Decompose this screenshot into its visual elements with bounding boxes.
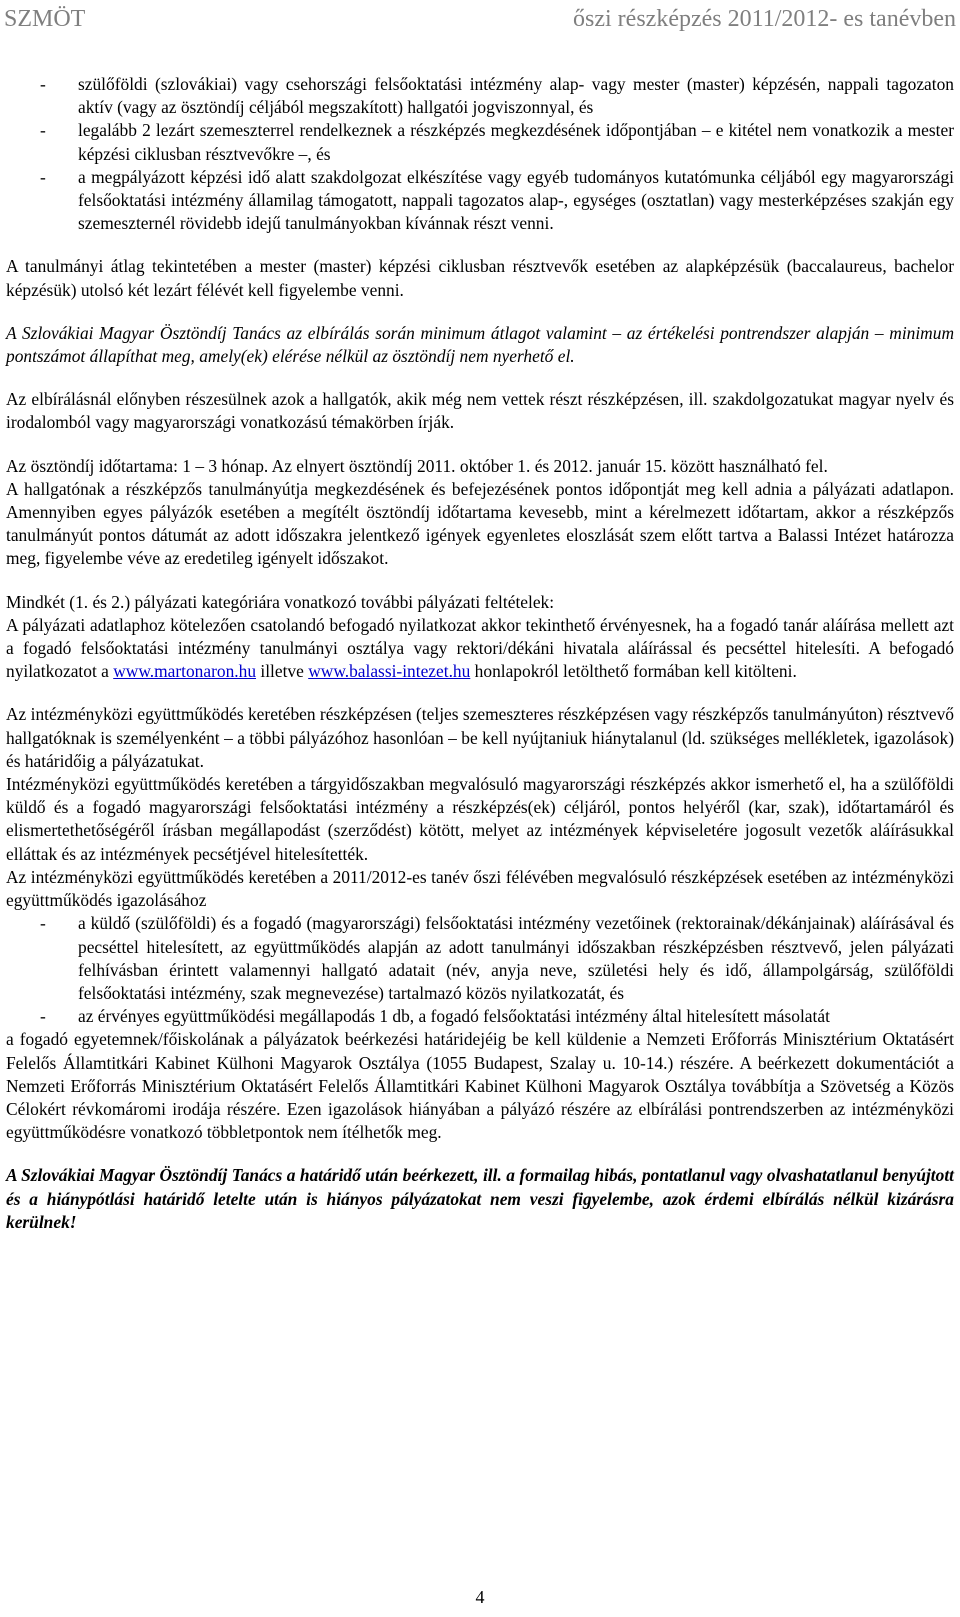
header-title: őszi részképzés 2011/2012- es tanévben	[573, 6, 956, 32]
paragraph-both-categories-title: Mindkét (1. és 2.) pályázati kategóriára vonatkozó további pályázati feltételek:	[6, 591, 555, 612]
paragraph-duration: Az ösztöndíj időtartama: 1 – 3 hónap. Az elnyert ösztöndíj 2011. október 1. és 2012. január 15. között használható fel.	[6, 455, 828, 476]
paragraph-host-statement	[6, 614, 954, 684]
martonaron-link[interactable]: www.martonaron.hu	[113, 661, 257, 682]
bullet-dash: -	[40, 74, 46, 94]
list-item	[6, 73, 954, 119]
paragraph-interinstitutional-4: a fogadó egyetemnek/főiskolának a pályázatok beérkezési határidejéig be kell küldenie a Nemzeti Erőforrás Minisztérium Oktatásért Felelős Államtitkári Kabinet Külhoni Magyarok Osztálya (1055 Budapest, Szalay u. 10-14.) részére. A beérkezett dokumentációt a Nemzeti Erőforrás Minisztérium Oktatásért Felelős Államtitkári Kabinet Külhoni Magyarok Osztálya továbbítja a Szövetség a Közös Célokért révkomáromi irodája részére. Ezen igazolások hiányában a pályázó részére az elbírálási pontrendszerben az intézményközi együttműködésre vonatkozó többletpontok nem ítélhetők meg.	[6, 1029, 954, 1143]
list-item	[6, 119, 954, 165]
eligibility-list	[6, 73, 954, 235]
header-org: SZMÖT	[4, 6, 86, 32]
bullet-dash: -	[40, 166, 46, 187]
list-item-text: szülőföldi (szlovákiai) vagy csehországi felsőoktatási intézmény alap- vagy mester (master) képzésén, nappali tagozaton aktív (vagy az ösztöndíj céljából megszakított) hallgatói jogviszonnyal, és	[78, 74, 954, 118]
bullet-dash: -	[40, 1006, 46, 1027]
list-item	[6, 166, 954, 236]
page-header	[0, 0, 960, 38]
paragraph-interinstitutional-3: Az intézményközi együttműködés keretében a 2011/2012-es tanév őszi félévében megvalósuló részképzések esetében az intézményközi együttműködés igazolásához	[6, 866, 954, 911]
bullet-dash: -	[40, 913, 46, 934]
paragraph-final-warning: A Szlovákiai Magyar Ösztöndíj Tanács a határidő után beérkezett, ill. a formailag hibás, pontatlanul vagy olvashatatlanul benyújtott és a hiánypótlási határidő letelte után is hiányos pályázatokat nem veszi figyelembe, azok érdemi elbírálás nélkül kizárásra kerülnek!	[6, 1165, 954, 1232]
page-number: 4	[475, 1587, 485, 1607]
paragraph-council: A Szlovákiai Magyar Ösztöndíj Tanács az elbírálás során minimum átlagot valamint – az értékelési pontrendszer alapján – minimum pontszámot állapíthat meg, amely(ek) elérése nélkül az ösztöndíj nem nyerhető el.	[6, 322, 954, 367]
paragraph-interinstitutional-2: Intézményközi együttműködés keretében a tárgyidőszakban megvalósuló magyarországi részképzés akkor ismerhető el, ha a szülőföldi küldő és a fogadó magyarországi felsőoktatási intézmény a részképzés(ek) céljáról, pontos helyéről (kar, szak), időtartamáról és elismertethetőségéről írásban megállapodást (szerződést) kötött, melyet az intézmények képviseletére jogosult vezetők aláírásukkal elláttak és az intézmények pecsétjével hitelesítették.	[6, 774, 954, 864]
document-body	[6, 73, 954, 1234]
list-item-text: legalább 2 lezárt szemeszterrel rendelkeznek a részképzés megkezdésének időpontjában – e kitétel nem vonatkozik a mester képzési ciklusban résztvevőkre –, és	[78, 120, 954, 164]
host-text-3: honlapokról letölthető formában kell kitölteni.	[474, 661, 797, 682]
paragraph-average: A tanulmányi átlag tekintetében a mester (master) képzési ciklusban résztvevők esetében az alapképzésük (baccalaureus, bachelor képzésük) utolsó két lezárt félévét kell figyelembe venni.	[6, 256, 954, 300]
list-item-text: a küldő (szülőföldi) és a fogadó (magyarországi) felsőoktatási intézmény vezetőinek (rektorainak/dékánjainak) aláírásával és pecséttel hitelesített, az együttműködés alapján az adott tanulmányi időszakban részképzésben résztvevő, jelen pályázati felhívásban érintett valamennyi hallgató adatait (név, anyja neve, születési hely és idő, állampolgárság, szülőföldi felsőoktatási intézmény, szak megnevezése) tartalmazó közös nyilatkozatát, és	[78, 913, 954, 1003]
balassi-link[interactable]: www.balassi-intezet.hu	[308, 661, 471, 682]
list-item	[6, 1005, 954, 1028]
paragraph-dates: A hallgatónak a részképzős tanulmányútja megkezdésének és befejezésének pontos időpontját meg kell adnia a pályázati adatlapon. Amennyiben egyes pályázók esetében a megítélt ösztöndíj időtartama kevesebb, mint a kérelmezett időtartam, akkor a részképzős tanulmányút pontos dátumát az adott időszakra jelentkező igények egyenletes eloszlását szem előtt tartva a Balassi Intézet határozza meg, figyelembe véve az eredetileg igényelt időszakot.	[6, 478, 954, 569]
bullet-dash: -	[40, 120, 46, 141]
host-text-2: illetve	[260, 661, 304, 682]
host-text-1: A pályázati adatlaphoz kötelezően csatolandó befogadó nyilatkozat akkor tekinthető érvényesnek, ha a fogadó tanár aláírása mellett azt a fogadó felsőoktatási intézmény tanulmányi osztálya vagy rektori/dékáni hivatala aláírással és pecséttel hitelesíti. A befogadó nyilatkozatot a	[6, 614, 954, 682]
list-item-text: a megpályázott képzési idő alatt szakdolgozat elkészítése vagy egyéb tudományos kutatómunka céljából egy magyarországi felsőoktatási intézmény államilag támogatott, nappali tagozatos alap-, egységes (osztatlan) vagy mesterképzéses szakján egy szemeszternél rövidebb idejű tanulmányokban kívánnak részt venni.	[78, 166, 954, 234]
list-item	[6, 912, 954, 1005]
list-item-text: az érvényes együttműködési megállapodás 1 db, a fogadó felsőoktatási intézmény által hitelesített másolatát	[78, 1006, 830, 1027]
paragraph-preference: Az elbírálásnál előnyben részesülnek azok a hallgatók, akik még nem vettek részt részképzésen, ill. szakdolgozatukat magyar nyelv és irodalomból vagy magyarországi vonatkozású témakörben írják.	[6, 389, 954, 433]
documents-list	[6, 912, 954, 1028]
paragraph-interinstitutional-1: Az intézményközi együttműködés keretében részképzésen (teljes szemeszteres részképzésen vagy részképzős tanulmányúton) résztvevő hallgatóknak is személyenként – a többi pályázóhoz hasonlóan – be kell nyújtaniuk hiánytalanul (ld. szükséges mellékletek, igazolások) és határidőig a pályázatukat.	[6, 704, 954, 771]
